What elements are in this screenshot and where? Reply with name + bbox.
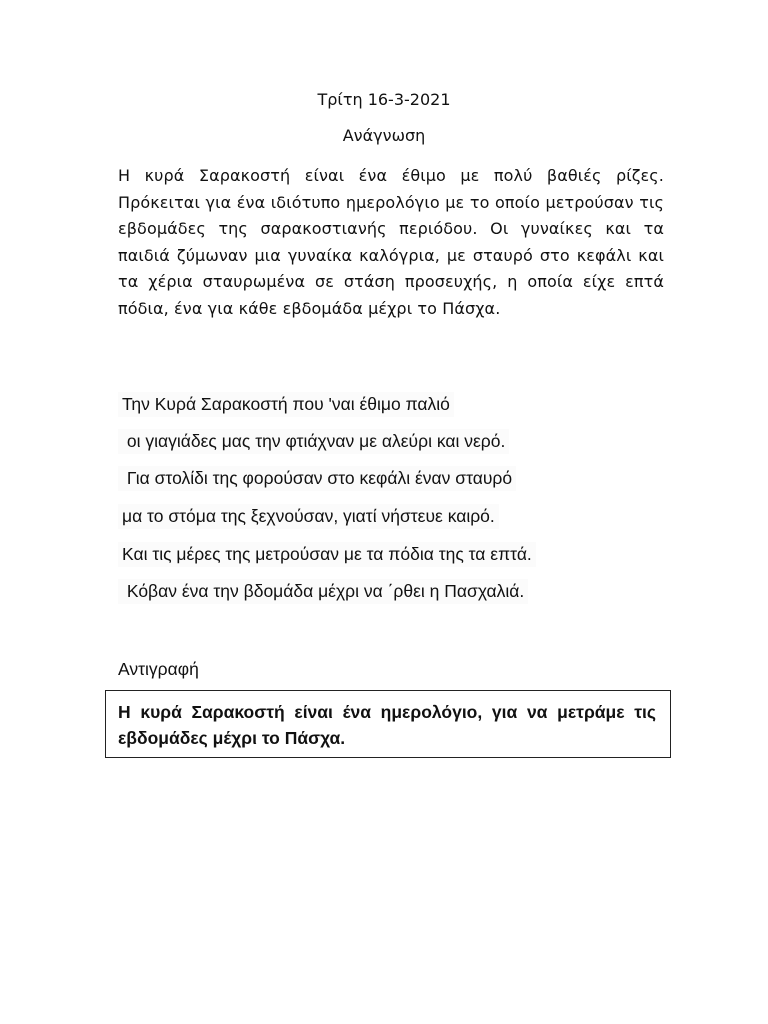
reading-paragraph: Η κυρά Σαρακοστή είναι ένα έθιμο με πολύ βαθιές ρίζες. Πρόκειται για ένα ιδιότυπο ημερολόγιο με το οποίο μετρούσαν τις εβδομάδες της σαρακοστιανής περιόδου. Οι γυναίκες και τα παιδιά ζύμωναν μια γυναίκα καλόγρια, με σταυρό στο κεφάλι και τα χέρια σταυρωμένα σε στάση προσευχής, η οποία είχε επτά πόδια, ένα για κάθε εβδομάδα μέχρι το Πάσχα. <box>118 166 664 318</box>
date-heading: Τρίτη 16-3-2021 <box>317 90 451 109</box>
copy-heading: Αντιγραφή <box>118 659 199 679</box>
poem-line: Και τις μέρες της μετρούσαν με τα πόδια της τα επτά. <box>118 542 536 567</box>
poem-line: μα το στόμα της ξεχνούσαν, γιατί νήστευε καιρό. <box>118 504 499 529</box>
copy-box <box>105 690 671 758</box>
poem-line: οι γιαγιάδες μας την φτιάχναν με αλεύρι και νερό. <box>118 429 509 454</box>
reading-title: Ανάγνωση <box>342 126 426 145</box>
poem-line: Κόβαν ένα την βδομάδα μέχρι να ΄ρθει η Πασχαλιά. <box>118 579 528 604</box>
poem-line: Την Κυρά Σαρακοστή που 'ναι έθιμο παλιό <box>118 392 454 417</box>
poem-line: Για στολίδι της φορούσαν στο κεφάλι έναν σταυρό <box>118 466 516 491</box>
copy-text: Η κυρά Σαρακοστή είναι ένα ημερολόγιο, για να μετράμε τις εβδομάδες μέχρι το Πάσχα. <box>118 702 656 748</box>
